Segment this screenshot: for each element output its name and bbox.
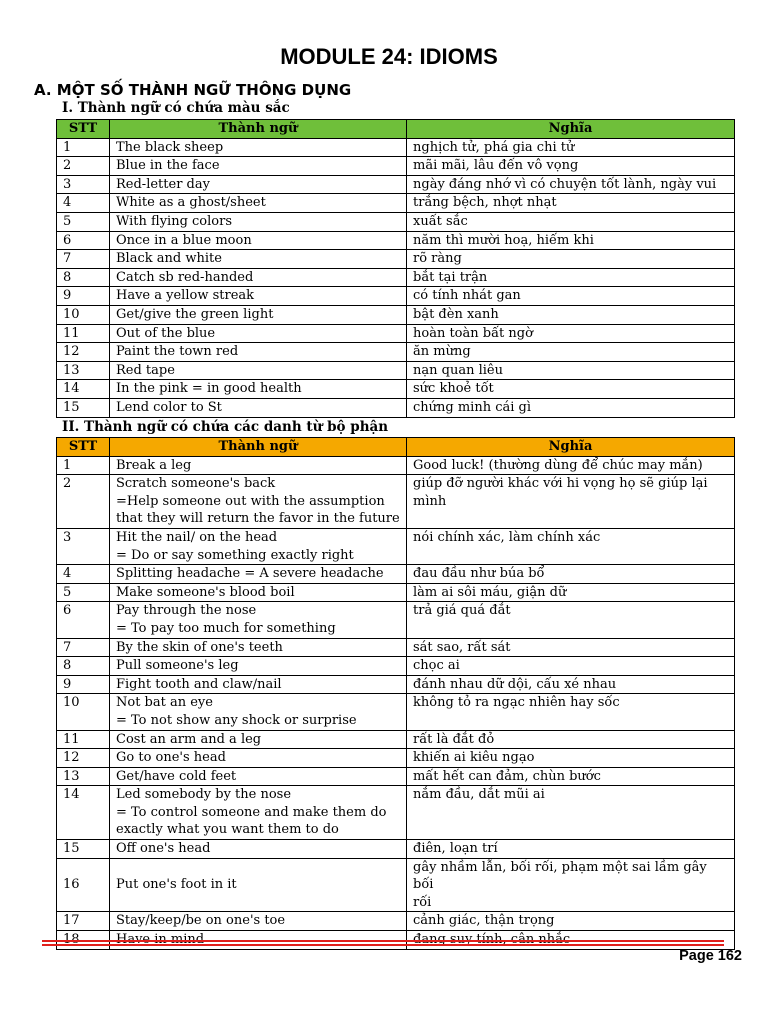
row-idiom: Red-letter day bbox=[110, 175, 407, 194]
row-number: 10 bbox=[57, 694, 110, 730]
table-row bbox=[57, 231, 735, 250]
row-number: 7 bbox=[57, 638, 110, 657]
table-row bbox=[57, 602, 735, 638]
row-meaning: đánh nhau dữ dội, cấu xé nhau bbox=[407, 675, 735, 694]
row-idiom: Break a leg bbox=[110, 456, 407, 475]
body-part-idioms-table bbox=[56, 437, 735, 950]
row-idiom: The black sheep bbox=[110, 138, 407, 157]
row-number: 11 bbox=[57, 324, 110, 343]
row-meaning: có tính nhát gan bbox=[407, 287, 735, 306]
row-idiom: Pay through the nose = To pay too much for something bbox=[110, 602, 407, 638]
table-row bbox=[57, 287, 735, 306]
row-number: 12 bbox=[57, 749, 110, 768]
row-meaning: mãi mãi, lâu đến vô vọng bbox=[407, 157, 735, 176]
row-idiom: With flying colors bbox=[110, 212, 407, 231]
row-number: 5 bbox=[57, 583, 110, 602]
row-number: 1 bbox=[57, 138, 110, 157]
row-idiom: Blue in the face bbox=[110, 157, 407, 176]
row-number: 13 bbox=[57, 767, 110, 786]
part1-heading: I. Thành ngữ có chứa màu sắc bbox=[62, 100, 290, 116]
table-row bbox=[57, 343, 735, 362]
footer-rule-top bbox=[42, 940, 724, 942]
row-idiom: Black and white bbox=[110, 250, 407, 269]
row-number: 6 bbox=[57, 602, 110, 638]
page-title: MODULE 24: IDIOMS bbox=[280, 44, 498, 69]
row-meaning: bắt tại trận bbox=[407, 268, 735, 287]
row-meaning: giúp đỡ người khác với hi vọng họ sẽ giúp lại mình bbox=[407, 475, 735, 529]
table-row bbox=[57, 583, 735, 602]
row-number: 4 bbox=[57, 565, 110, 584]
row-number: 4 bbox=[57, 194, 110, 213]
table-row bbox=[57, 675, 735, 694]
table-row bbox=[57, 694, 735, 730]
row-number: 13 bbox=[57, 361, 110, 380]
table-row bbox=[57, 305, 735, 324]
row-meaning: sức khoẻ tốt bbox=[407, 380, 735, 399]
header-idiom: Thành ngữ bbox=[110, 120, 407, 139]
table-row bbox=[57, 786, 735, 840]
row-meaning: khiến ai kiêu ngạo bbox=[407, 749, 735, 768]
row-number: 2 bbox=[57, 157, 110, 176]
row-meaning: nói chính xác, làm chính xác bbox=[407, 528, 735, 564]
row-number: 3 bbox=[57, 175, 110, 194]
table-header-row bbox=[57, 120, 735, 139]
table-row bbox=[57, 730, 735, 749]
row-number: 9 bbox=[57, 287, 110, 306]
row-meaning: năm thì mười hoạ, hiếm khi bbox=[407, 231, 735, 250]
row-number: 1 bbox=[57, 456, 110, 475]
row-idiom: Red tape bbox=[110, 361, 407, 380]
row-idiom: Catch sb red-handed bbox=[110, 268, 407, 287]
row-number: 11 bbox=[57, 730, 110, 749]
row-idiom: Cost an arm and a leg bbox=[110, 730, 407, 749]
table-row bbox=[57, 324, 735, 343]
color-idioms-table bbox=[56, 119, 735, 418]
row-idiom: By the skin of one's teeth bbox=[110, 638, 407, 657]
row-number: 12 bbox=[57, 343, 110, 362]
row-number: 3 bbox=[57, 528, 110, 564]
row-idiom: Scratch someone's back =Help someone out with the assumption that they will return the favor in the future bbox=[110, 475, 407, 529]
header-meaning: Nghĩa bbox=[407, 120, 735, 139]
table-row bbox=[57, 268, 735, 287]
row-idiom: Hit the nail/ on the head = Do or say something exactly right bbox=[110, 528, 407, 564]
row-meaning: trắng bệch, nhợt nhạt bbox=[407, 194, 735, 213]
row-number: 14 bbox=[57, 786, 110, 840]
row-meaning: xuất sắc bbox=[407, 212, 735, 231]
row-idiom: Lend color to St bbox=[110, 398, 407, 417]
table-row bbox=[57, 212, 735, 231]
footer-rule-bottom bbox=[42, 944, 724, 946]
row-meaning: ăn mừng bbox=[407, 343, 735, 362]
row-number: 14 bbox=[57, 380, 110, 399]
row-idiom: Get/give the green light bbox=[110, 305, 407, 324]
table-row bbox=[57, 858, 735, 912]
header-meaning: Nghĩa bbox=[407, 438, 735, 457]
row-meaning: nạn quan liêu bbox=[407, 361, 735, 380]
row-meaning: bật đèn xanh bbox=[407, 305, 735, 324]
row-number: 9 bbox=[57, 675, 110, 694]
row-idiom: Fight tooth and claw/nail bbox=[110, 675, 407, 694]
row-number: 5 bbox=[57, 212, 110, 231]
row-number: 8 bbox=[57, 657, 110, 676]
row-meaning: Good luck! (thường dùng để chúc may mắn) bbox=[407, 456, 735, 475]
row-meaning: sát sao, rất sát bbox=[407, 638, 735, 657]
row-idiom: Off one's head bbox=[110, 840, 407, 859]
header-idiom: Thành ngữ bbox=[110, 438, 407, 457]
row-meaning: nghịch tử, phá gia chi tử bbox=[407, 138, 735, 157]
row-meaning: chứng minh cái gì bbox=[407, 398, 735, 417]
table-header-row bbox=[57, 438, 735, 457]
part2-heading: II. Thành ngữ có chứa các danh từ bộ phận bbox=[62, 419, 389, 435]
table-row bbox=[57, 638, 735, 657]
table-row bbox=[57, 456, 735, 475]
row-number: 8 bbox=[57, 268, 110, 287]
row-idiom: Out of the blue bbox=[110, 324, 407, 343]
table-row bbox=[57, 398, 735, 417]
row-number: 15 bbox=[57, 398, 110, 417]
table-row bbox=[57, 767, 735, 786]
row-meaning: cảnh giác, thận trọng bbox=[407, 912, 735, 931]
row-meaning: rất là đắt đỏ bbox=[407, 730, 735, 749]
row-number: 10 bbox=[57, 305, 110, 324]
row-meaning: nắm đầu, dắt mũi ai bbox=[407, 786, 735, 840]
header-stt: STT bbox=[57, 438, 110, 457]
table-row bbox=[57, 175, 735, 194]
row-idiom: Pull someone's leg bbox=[110, 657, 407, 676]
row-idiom: Not bat an eye = To not show any shock or surprise bbox=[110, 694, 407, 730]
table-row bbox=[57, 749, 735, 768]
row-meaning: mất hết can đảm, chùn bước bbox=[407, 767, 735, 786]
row-number: 15 bbox=[57, 840, 110, 859]
row-number: 7 bbox=[57, 250, 110, 269]
header-stt: STT bbox=[57, 120, 110, 139]
row-number: 16 bbox=[57, 858, 110, 912]
table-row bbox=[57, 194, 735, 213]
row-meaning: gây nhầm lẫn, bối rối, phạm một sai lầm gây bối rối bbox=[407, 858, 735, 912]
row-idiom: Stay/keep/be on one's toe bbox=[110, 912, 407, 931]
table-row bbox=[57, 250, 735, 269]
row-idiom: Paint the town red bbox=[110, 343, 407, 362]
section-heading: A. MỘT SỐ THÀNH NGỮ THÔNG DỤNG bbox=[34, 81, 352, 99]
table-row bbox=[57, 840, 735, 859]
row-number: 17 bbox=[57, 912, 110, 931]
row-idiom: Make someone's blood boil bbox=[110, 583, 407, 602]
table-row bbox=[57, 138, 735, 157]
row-meaning: ngày đáng nhớ vì có chuyện tốt lành, ngày vui bbox=[407, 175, 735, 194]
row-meaning: rõ ràng bbox=[407, 250, 735, 269]
row-meaning: làm ai sôi máu, giận dữ bbox=[407, 583, 735, 602]
row-idiom: Go to one's head bbox=[110, 749, 407, 768]
row-idiom: White as a ghost/sheet bbox=[110, 194, 407, 213]
row-idiom: Get/have cold feet bbox=[110, 767, 407, 786]
row-idiom: Splitting headache = A severe headache bbox=[110, 565, 407, 584]
table-row bbox=[57, 380, 735, 399]
row-idiom: Led somebody by the nose = To control someone and make them do exactly what you want them to do bbox=[110, 786, 407, 840]
table-row bbox=[57, 157, 735, 176]
row-number: 6 bbox=[57, 231, 110, 250]
row-meaning: trả giá quá đắt bbox=[407, 602, 735, 638]
row-meaning: đau đầu như búa bổ bbox=[407, 565, 735, 584]
table-row bbox=[57, 565, 735, 584]
table-row bbox=[57, 657, 735, 676]
row-number: 2 bbox=[57, 475, 110, 529]
row-meaning: điên, loạn trí bbox=[407, 840, 735, 859]
table-row bbox=[57, 912, 735, 931]
row-meaning: hoàn toàn bất ngờ bbox=[407, 324, 735, 343]
page-number: Page 162 bbox=[679, 948, 742, 964]
row-idiom: Put one's foot in it bbox=[110, 858, 407, 912]
table-row bbox=[57, 528, 735, 564]
row-idiom: Have a yellow streak bbox=[110, 287, 407, 306]
row-idiom: Once in a blue moon bbox=[110, 231, 407, 250]
row-meaning: không tỏ ra ngạc nhiên hay sốc bbox=[407, 694, 735, 730]
table-row bbox=[57, 361, 735, 380]
row-idiom: In the pink = in good health bbox=[110, 380, 407, 399]
table-row bbox=[57, 475, 735, 529]
row-meaning: chọc ai bbox=[407, 657, 735, 676]
